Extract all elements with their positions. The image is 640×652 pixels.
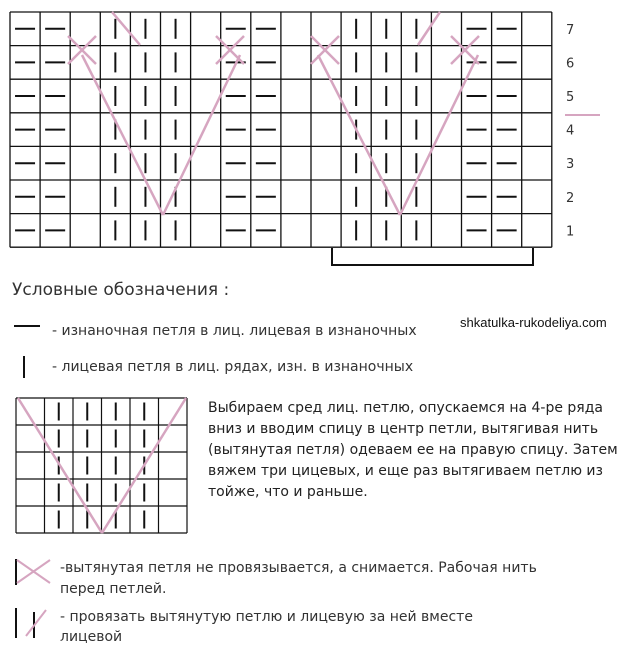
pulled-loop-lines xyxy=(68,12,479,215)
row-number: 1 xyxy=(566,224,575,240)
repeat-bracket xyxy=(332,248,533,265)
k2tog-legend-line1: - провязать вытянутую петлю и лицевую за ней вместе xyxy=(60,609,473,625)
row-numbers xyxy=(566,23,574,240)
slip-legend-line1: -вытянутая петля не провязывается, а снимается. Рабочая нить xyxy=(60,560,537,576)
knit-symbol-icon xyxy=(18,354,30,380)
pulled-loop-line xyxy=(18,398,102,533)
v-stitch-diagram xyxy=(10,392,200,537)
row-number: 3 xyxy=(566,157,575,173)
purl-symbol-icon xyxy=(12,320,42,332)
watermark: shkatulka-rukodeliya.com xyxy=(460,315,607,330)
row-number: 7 xyxy=(566,22,575,38)
slipped-loop-icon xyxy=(12,555,52,587)
k2tog-legend-line2: лицевой xyxy=(60,629,123,645)
knit-legend-text: - лицевая петля в лиц. рядах, изн. в изнаночных xyxy=(52,359,414,375)
row-number: 5 xyxy=(566,90,575,105)
row-number: 4 xyxy=(566,123,575,139)
k2tog-icon xyxy=(12,604,52,640)
purl-legend-text: - изнаночная петля в лиц. лицевая в изнаночных xyxy=(52,323,417,339)
row-number: 6 xyxy=(566,56,575,72)
pulled-loop-line xyxy=(418,12,440,45)
legend-title: Условные обозначения : xyxy=(12,280,230,300)
knitting-chart xyxy=(0,0,640,280)
row-number: 2 xyxy=(566,190,575,206)
v-stitch-explanation: Выбираем сред лиц. петлю, опускаемся на 4-ре ряда вниз и вводим спицу в центр петли, вытягивая нить (вытянутая петля) одеваем ее на правую спицу. Затем вяжем три цицевых, и еще раз вытягиваем петлю из тойже, что и раньше. xyxy=(208,400,618,500)
slip-legend-line2: перед петлей. xyxy=(60,581,167,597)
